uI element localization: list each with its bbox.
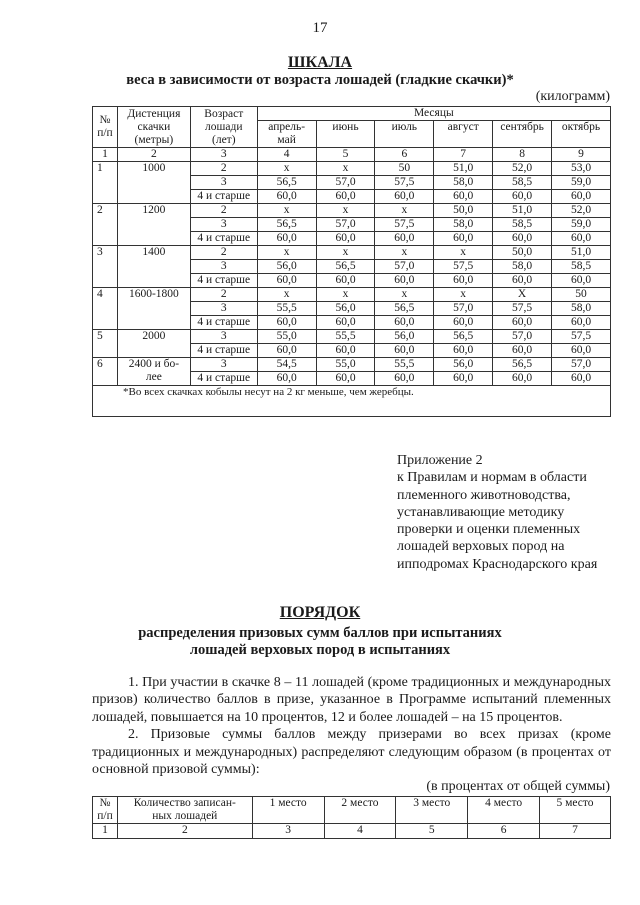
- table-row: [93, 358, 611, 372]
- footnote: *Во всех скачках кобылы несут на 2 кг меньше, чем жеребцы.: [93, 386, 611, 417]
- appendix-line: проверки и оценки племенных: [397, 522, 581, 538]
- weight-value: 56,0: [316, 302, 375, 316]
- group-number: 5: [93, 330, 118, 358]
- appendix-line: лошадей верховых пород на: [397, 539, 565, 555]
- weight-value: 60,0: [493, 316, 552, 330]
- group-distance: 1400: [117, 246, 190, 288]
- weight-value: 57,5: [375, 176, 434, 190]
- weight-scale-table: [92, 106, 611, 417]
- weight-value: 52,0: [552, 204, 611, 218]
- weight-value: 50: [552, 288, 611, 302]
- group-distance: 1000: [117, 162, 190, 204]
- weight-value: 58,0: [434, 176, 493, 190]
- weight-value: x: [375, 204, 434, 218]
- weight-value: 56,5: [434, 330, 493, 344]
- weight-value: 60,0: [434, 372, 493, 386]
- age-cell: 2: [190, 288, 257, 302]
- header-june: июнь: [316, 121, 375, 148]
- appendix-line: племенного животноводства,: [397, 487, 571, 503]
- weight-value: 60,0: [552, 232, 611, 246]
- weight-value: 51,0: [552, 246, 611, 260]
- weight-value: 60,0: [375, 316, 434, 330]
- weight-value: 60,0: [434, 190, 493, 204]
- weight-value: 54,5: [257, 358, 316, 372]
- weight-value: 57,5: [375, 218, 434, 232]
- weight-value: 60,0: [493, 190, 552, 204]
- group-number: 1: [93, 162, 118, 204]
- age-cell: 2: [190, 204, 257, 218]
- group-distance: 2400 и бо- лее: [117, 358, 190, 386]
- age-cell: 3: [190, 218, 257, 232]
- weight-value: 60,0: [493, 344, 552, 358]
- group-distance: 1600-1800: [117, 288, 190, 330]
- age-cell: 4 и старше: [190, 274, 257, 288]
- weight-value: x: [375, 246, 434, 260]
- weight-value: x: [257, 288, 316, 302]
- weight-value: x: [316, 246, 375, 260]
- weight-value: 55,0: [257, 330, 316, 344]
- order-subtitle: распределения призовых сумм баллов при испытаниях лошадей верховых пород в испытаниях: [138, 625, 502, 658]
- weight-value: 60,0: [257, 316, 316, 330]
- weight-value: 50,0: [434, 204, 493, 218]
- header-apr-may: апрель- май: [257, 121, 316, 148]
- weight-value: 52,0: [493, 162, 552, 176]
- weight-value: 60,0: [552, 190, 611, 204]
- weight-value: 56,5: [493, 358, 552, 372]
- appendix-line: устанавливающие методику: [397, 504, 565, 520]
- group-number: 6: [93, 358, 118, 386]
- weight-value: 60,0: [375, 372, 434, 386]
- group-number: 2: [93, 204, 118, 246]
- weight-value: 60,0: [493, 274, 552, 288]
- age-cell: 4 и старше: [190, 344, 257, 358]
- appendix-line: ипподромах Краснодарского края: [397, 556, 598, 572]
- group-number: 3: [93, 246, 118, 288]
- weight-value: 55,5: [316, 330, 375, 344]
- weight-value: 60,0: [375, 344, 434, 358]
- weight-value: 50,0: [493, 246, 552, 260]
- weight-value: 60,0: [493, 232, 552, 246]
- prize-header-place-1: 1 место: [252, 797, 324, 824]
- age-cell: 3: [190, 302, 257, 316]
- weight-value: 57,0: [316, 176, 375, 190]
- weight-value: 60,0: [316, 344, 375, 358]
- weight-value: x: [257, 246, 316, 260]
- weight-value: 58,5: [493, 218, 552, 232]
- weight-value: 57,5: [493, 302, 552, 316]
- weight-value: 60,0: [434, 344, 493, 358]
- prize-units: (в процентах от общей суммы): [426, 779, 610, 794]
- appendix-line: Приложение 2: [397, 453, 483, 468]
- age-cell: 3: [190, 176, 257, 190]
- weight-value: 60,0: [434, 316, 493, 330]
- order-title: ПОРЯДОК: [279, 604, 361, 621]
- weight-value: 60,0: [434, 274, 493, 288]
- weight-value: 58,0: [434, 218, 493, 232]
- prize-column-number-row: 1 2 3 4 5 6 7: [93, 824, 611, 839]
- prize-distribution-table: [92, 796, 611, 839]
- weight-value: 60,0: [316, 316, 375, 330]
- scale-title: ШКАЛА: [287, 54, 353, 71]
- age-cell: 4 и старше: [190, 232, 257, 246]
- scale-units: (килограмм): [535, 89, 610, 104]
- weight-value: 55,0: [316, 358, 375, 372]
- header-july: июль: [375, 121, 434, 148]
- order-body: [92, 674, 611, 778]
- footnote-row: [93, 386, 611, 417]
- header-distance: Дистенция скачки (метры): [117, 107, 190, 148]
- weight-value: 57,0: [493, 330, 552, 344]
- weight-value: 57,0: [316, 218, 375, 232]
- weight-value: 56,5: [257, 176, 316, 190]
- table-row: [93, 288, 611, 302]
- prize-header-place-3: 3 место: [396, 797, 468, 824]
- weight-value: x: [257, 204, 316, 218]
- table-row: [93, 162, 611, 176]
- weight-value: 51,0: [434, 162, 493, 176]
- paragraph-2: 2. Призовые суммы баллов между призерами во всех призах (кроме традиционных и международных) распределяют следующим образом (в процентах от основной призовой суммы):: [92, 727, 611, 778]
- appendix-line: к Правилам и нормам в области: [397, 470, 587, 486]
- age-cell: 3: [190, 330, 257, 344]
- prize-header-count: Количество записан- ных лошадей: [117, 797, 252, 824]
- weight-value: 59,0: [552, 218, 611, 232]
- weight-value: 57,5: [552, 330, 611, 344]
- weight-value: 56,5: [316, 260, 375, 274]
- weight-value: 59,0: [552, 176, 611, 190]
- weight-value: x: [316, 204, 375, 218]
- weight-value: 60,0: [493, 372, 552, 386]
- weight-value: 56,5: [257, 218, 316, 232]
- age-cell: 3: [190, 260, 257, 274]
- appendix-block: [397, 452, 597, 573]
- weight-value: 60,0: [257, 232, 316, 246]
- weight-value: 56,5: [375, 302, 434, 316]
- weight-value: x: [375, 288, 434, 302]
- weight-value: 60,0: [316, 190, 375, 204]
- weight-value: 60,0: [316, 232, 375, 246]
- weight-value: x: [434, 288, 493, 302]
- weight-value: 58,0: [552, 302, 611, 316]
- weight-value: 60,0: [552, 274, 611, 288]
- weight-value: 57,0: [434, 302, 493, 316]
- header-august: август: [434, 121, 493, 148]
- weight-value: 56,0: [257, 260, 316, 274]
- weight-value: x: [316, 288, 375, 302]
- weight-value: 60,0: [257, 344, 316, 358]
- weight-value: 60,0: [257, 274, 316, 288]
- column-number-row: 1 2 3 4 5 6 7 8 9: [93, 148, 611, 162]
- age-cell: 4 и старше: [190, 190, 257, 204]
- weight-value: 55,5: [375, 358, 434, 372]
- weight-value: x: [434, 246, 493, 260]
- weight-value: x: [316, 162, 375, 176]
- weight-value: 60,0: [316, 372, 375, 386]
- weight-value: X: [493, 288, 552, 302]
- weight-value: 60,0: [257, 372, 316, 386]
- table-row: [93, 330, 611, 344]
- age-cell: 4 и старше: [190, 316, 257, 330]
- weight-value: 58,0: [493, 260, 552, 274]
- weight-value: 57,0: [375, 260, 434, 274]
- weight-value: 60,0: [434, 232, 493, 246]
- weight-value: 60,0: [375, 274, 434, 288]
- group-number: 4: [93, 288, 118, 330]
- header-months: Месяцы: [257, 107, 610, 121]
- weight-value: 53,0: [552, 162, 611, 176]
- prize-header-num: № п/п: [93, 797, 118, 824]
- weight-value: 60,0: [552, 316, 611, 330]
- weight-value: 55,5: [257, 302, 316, 316]
- weight-value: 51,0: [493, 204, 552, 218]
- weight-value: 60,0: [257, 190, 316, 204]
- weight-value: 58,5: [552, 260, 611, 274]
- weight-value: 57,0: [552, 358, 611, 372]
- scale-subtitle: веса в зависимости от возраста лошадей (гладкие скачки)*: [126, 72, 514, 88]
- weight-value: 60,0: [375, 190, 434, 204]
- weight-value: 56,0: [375, 330, 434, 344]
- age-cell: 4 и старше: [190, 372, 257, 386]
- group-distance: 2000: [117, 330, 190, 358]
- prize-header-place-5: 5 место: [540, 797, 611, 824]
- weight-value: x: [257, 162, 316, 176]
- header-num: № п/п: [93, 107, 118, 148]
- table-row: [93, 246, 611, 260]
- header-october: октябрь: [552, 121, 611, 148]
- age-cell: 2: [190, 246, 257, 260]
- weight-value: 60,0: [552, 344, 611, 358]
- weight-value: 60,0: [552, 372, 611, 386]
- weight-value: 50: [375, 162, 434, 176]
- weight-value: 60,0: [375, 232, 434, 246]
- weight-value: 56,0: [434, 358, 493, 372]
- weight-value: 60,0: [316, 274, 375, 288]
- header-september: сентябрь: [493, 121, 552, 148]
- weight-value: 57,5: [434, 260, 493, 274]
- age-cell: 2: [190, 162, 257, 176]
- paragraph-1: 1. При участии в скачке 8 – 11 лошадей (кроме традиционных и международных призов) количество баллов в призе, указанное в Программе испытаний племенных лошадей, повышается на 10 процентов, 12 и более лошадей – на 15 процентов.: [92, 675, 611, 725]
- header-age: Возраст лошади (лет): [190, 107, 257, 148]
- age-cell: 3: [190, 358, 257, 372]
- prize-header-place-2: 2 место: [324, 797, 396, 824]
- prize-header-place-4: 4 место: [468, 797, 540, 824]
- table-row: [93, 204, 611, 218]
- group-distance: 1200: [117, 204, 190, 246]
- page-number: 17: [312, 20, 328, 36]
- weight-value: 58,5: [493, 176, 552, 190]
